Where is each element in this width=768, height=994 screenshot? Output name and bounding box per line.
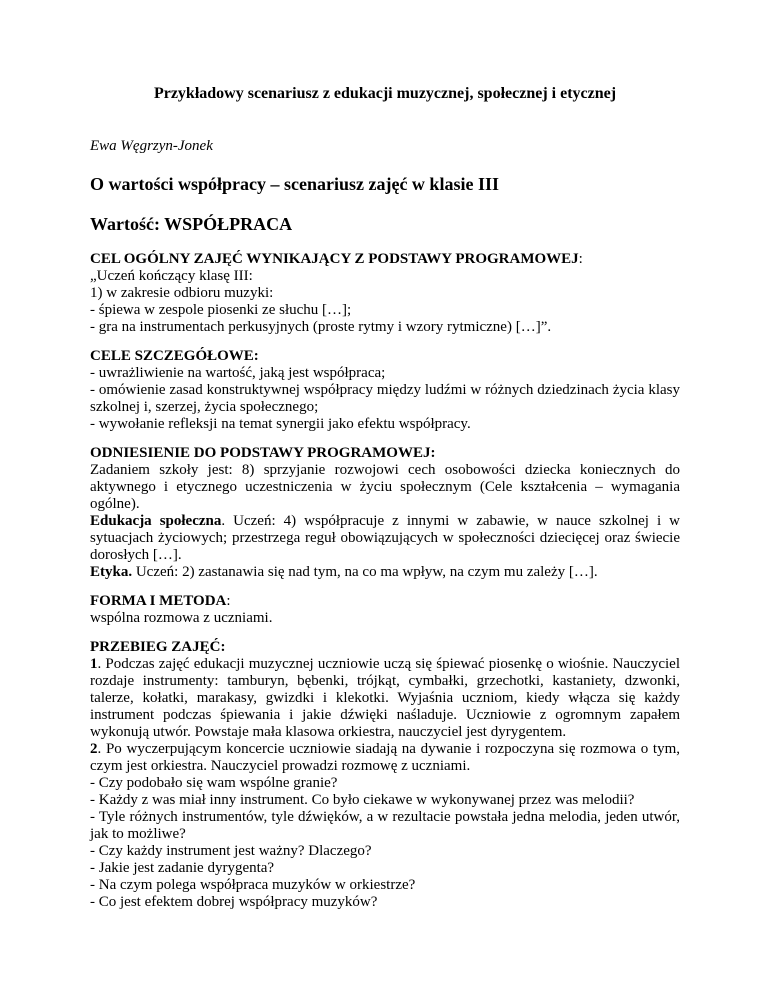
section-curriculum-reference bbox=[90, 445, 680, 581]
step-text: . Podczas zajęć edukacji muzycznej uczniowie uczą się śpiewać piosenkę o wiośnie. Nauczyciel rozdaje instrumenty: tamburyn, bębenki, trójkąt, cymbałki, grzechotki, kastaniety, dzwonki, talerze, kołatki, marakasy, gwizdki i klekotki. Wyjaśnia uczniom, kiedy włącza się każdy instrument podczas śpiewania i jakie dźwięki naśladuje. Uczniowie z ogromnym zapałem wykonują utwór. Powstaje mała klasowa orkiestra, nauczyciel jest dyrygentem. bbox=[90, 656, 680, 740]
general-goal-line: 1) w zakresie odbioru muzyki: bbox=[90, 285, 274, 301]
general-goal-heading-line bbox=[90, 251, 680, 268]
specific-goal-item: - wywołanie refleksji na temat synergii jako efektu współpracy. bbox=[90, 416, 471, 432]
general-goal-line: - gra na instrumentach perkusyjnych (proste rytmy i wzory rytmiczne) […]”. bbox=[90, 319, 552, 335]
discussion-question: - Tyle różnych instrumentów, tyle dźwięków, a w rezultacie powstała jedna melodia, jeden utwór, jak to możliwe? bbox=[90, 809, 680, 842]
lesson-step-2 bbox=[90, 741, 680, 775]
section-lesson-course bbox=[90, 639, 680, 911]
curriculum-reference-paragraph: Zadaniem szkoły jest: 8) sprzyjanie rozwojowi cech osobowości dziecka koniecznych do aktywnego i etycznego uczestniczenia w życiu społecznym (Cele kształcenia – wymagania ogólne). bbox=[90, 462, 680, 512]
author-name: Ewa Węgrzyn-Jonek bbox=[90, 138, 213, 154]
form-method-heading-colon: : bbox=[226, 593, 231, 609]
general-goal-heading: CEL OGÓLNY ZAJĘĆ WYNIKAJĄCY Z PODSTAWY PROGRAMOWEJ bbox=[90, 251, 579, 267]
specific-goal-item: - omówienie zasad konstruktywnej współpracy między ludźmi w różnych dziedzinach życia klasy szkolnej i, szerzej, życia społecznego; bbox=[90, 382, 680, 415]
social-education-label: Edukacja społeczna bbox=[90, 513, 222, 529]
general-goal-line: - śpiewa w zespole piosenki ze słuchu […]; bbox=[90, 302, 352, 318]
form-method-heading: FORMA I METODA bbox=[90, 593, 227, 609]
step-text: . Po wyczerpującym koncercie uczniowie siadają na dywanie i rozpoczyna się rozmowa o tym, czym jest orkiestra. Nauczyciel prowadzi rozmowę z uczniami. bbox=[90, 741, 680, 774]
general-goal-heading-colon: : bbox=[578, 251, 583, 267]
discussion-question: - Czy każdy instrument jest ważny? Dlaczego? bbox=[90, 843, 372, 859]
lesson-course-heading: PRZEBIEG ZAJĘĆ: bbox=[90, 639, 226, 655]
ethics-paragraph bbox=[90, 564, 680, 581]
lesson-step-1 bbox=[90, 656, 680, 741]
discussion-question: - Każdy z was miał inny instrument. Co było ciekawe w wykonywanej przez was melodii? bbox=[90, 792, 635, 808]
discussion-question: - Jakie jest zadanie dyrygenta? bbox=[90, 860, 275, 876]
general-goal-line: „Uczeń kończący klasę III: bbox=[90, 268, 253, 284]
form-method-text: wspólna rozmowa z uczniami. bbox=[90, 610, 273, 626]
document-title: Przykładowy scenariusz z edukacji muzycznej, społecznej i etycznej bbox=[153, 85, 617, 102]
step-number: 1 bbox=[90, 656, 98, 672]
specific-goals-heading: CELE SZCZEGÓŁOWE: bbox=[90, 348, 259, 364]
lesson-topic-heading: O wartości współpracy – scenariusz zajęć w klasie III bbox=[90, 174, 499, 194]
curriculum-reference-heading: ODNIESIENIE DO PODSTAWY PROGRAMOWEJ: bbox=[90, 445, 436, 461]
section-specific-goals bbox=[90, 348, 680, 433]
section-form-method bbox=[90, 593, 680, 627]
value-heading: Wartość: WSPÓŁPRACA bbox=[90, 214, 293, 234]
ethics-label: Etyka. bbox=[90, 564, 133, 580]
form-method-heading-line bbox=[90, 593, 680, 610]
discussion-question: - Na czym polega współpraca muzyków w orkiestrze? bbox=[90, 877, 416, 893]
section-general-goal bbox=[90, 251, 680, 336]
specific-goal-item: - uwrażliwienie na wartość, jaką jest współpraca; bbox=[90, 365, 386, 381]
social-education-paragraph bbox=[90, 513, 680, 564]
discussion-question: - Co jest efektem dobrej współpracy muzyków? bbox=[90, 894, 378, 910]
social-education-text: . Uczeń: 4) współpracuje z innymi w zabawie, w nauce szkolnej i w sytuacjach życiowych; przestrzega reguł obowiązujących w społeczności dziecięcej oraz świecie dorosłych […]. bbox=[90, 513, 680, 563]
discussion-question: - Czy podobało się wam wspólne granie? bbox=[90, 775, 338, 791]
ethics-text: Uczeń: 2) zastanawia się nad tym, na co ma wpływ, na czym mu zależy […]. bbox=[132, 564, 598, 580]
step-number: 2 bbox=[90, 741, 98, 757]
